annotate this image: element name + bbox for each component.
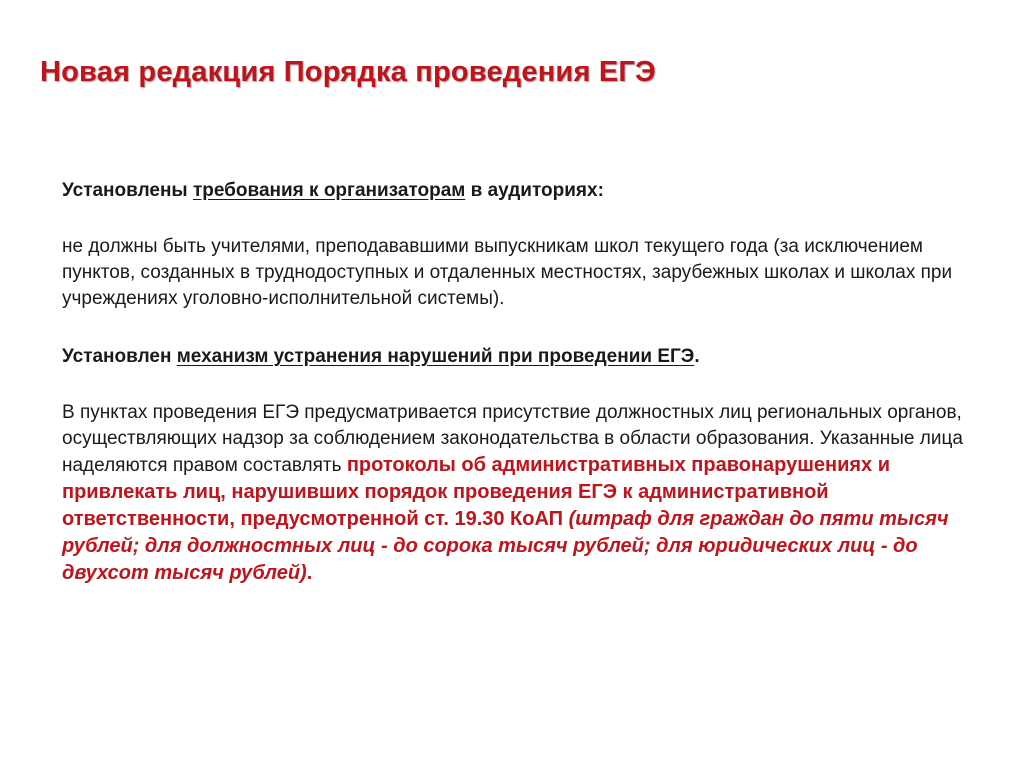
p1-suffix: в аудиториях: — [465, 180, 604, 201]
paragraph-teacher-restriction: не должны быть учителями, преподававшими выпускникам школ текущего года (за исключением пунктов, созданных в труднодоступных и отдаленных местностях, зарубежных школах и школах при учреждениях уголовно-исполнительной системы). — [62, 236, 953, 309]
slide-body — [62, 178, 982, 617]
paragraph-violation-mechanism — [62, 344, 982, 370]
paragraph-officials-presence — [62, 400, 982, 587]
paragraph-organizer-requirements — [62, 178, 982, 204]
slide-title: Новая редакция Порядка проведения ЕГЭ — [40, 56, 656, 88]
p4-end: . — [306, 562, 313, 584]
p3-prefix: Установлен — [62, 346, 177, 367]
p1-prefix: Установлены — [62, 180, 193, 201]
p1-underlined: требования к организаторам — [192, 180, 466, 201]
p4-red-bold: протоколы об административных правонарушениях и привлекать лиц, нарушивших порядок проведения ЕГЭ к административной ответственности, предусмотренной ст. 19.30 КоАП — [62, 454, 891, 530]
p3-suffix: . — [694, 346, 700, 367]
p3-underlined: механизм устранения нарушений при проведении ЕГЭ — [176, 346, 695, 367]
p4-normal: В пунктах проведения ЕГЭ предусматривается присутствие должностных лиц региональных органов, осуществляющих надзор за соблюдением законодательства в области образования. Указанные лица наделяются правом составлять — [62, 402, 963, 476]
p4-red-italic: (штраф для граждан до пяти тысяч рублей; для должностных лиц - до сорока тысяч рублей; для юридических лиц - до двухсот тысяч рублей) — [62, 508, 949, 584]
